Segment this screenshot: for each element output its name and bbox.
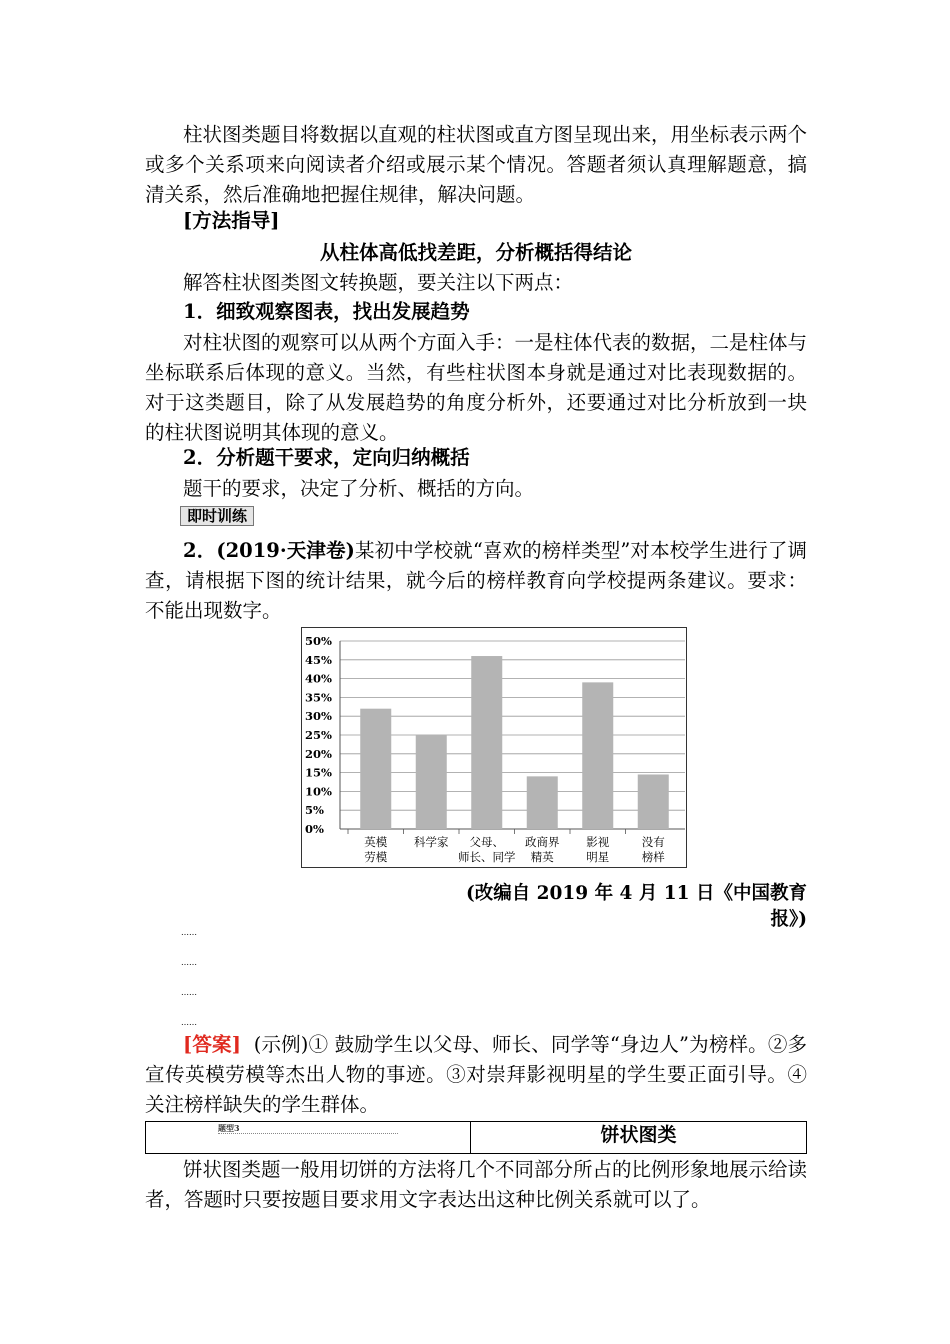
chart-gridlines bbox=[340, 641, 685, 829]
x-tick-label: 父母、 bbox=[469, 835, 504, 849]
chart-source: (改编自 2019 年 4 月 11 日《中国教育报》) bbox=[465, 883, 807, 930]
y-tick-label: 45% bbox=[305, 652, 332, 667]
x-tick-label: 政商界 bbox=[525, 835, 560, 849]
bar-chart bbox=[302, 628, 686, 866]
y-tick-label: 25% bbox=[305, 728, 332, 742]
training-tag-label: 即时训练 bbox=[180, 506, 254, 526]
y-tick-label: 50% bbox=[305, 634, 332, 648]
section-tag-cell bbox=[146, 1122, 471, 1153]
x-tick-label: 劳模 bbox=[364, 850, 388, 864]
chart-x-ticks bbox=[348, 829, 665, 864]
question-number: 2． bbox=[183, 539, 217, 562]
chart-y-ticks bbox=[305, 634, 332, 836]
y-tick-label: 20% bbox=[305, 746, 332, 761]
section-title: 饼状图类 bbox=[600, 1124, 677, 1146]
answer-text: (示例)① 鼓励学生以父母、师长、同学等“身边人”为榜样。②多宣传英模劳模等杰出人物的事迹。③对崇拜影视明星的学生要正面引导。④关注榜样缺失的学生群体。 bbox=[145, 1033, 807, 1116]
blank-line-1: …… bbox=[181, 928, 197, 937]
blank-line-4: …… bbox=[181, 1018, 197, 1027]
blank-line-3: …… bbox=[181, 988, 197, 997]
point2-title: 2．分析题干要求，定向归纳概括 bbox=[183, 446, 470, 469]
method-title: 从柱体高低找差距，分析概括得结论 bbox=[319, 241, 632, 264]
pie-intro-paragraph: 饼状图类题一般用切饼的方法将几个不同部分所占的比例形象地展示给读者，答题时只要按题目要求用文字表达出这种比例关系就可以了。 bbox=[145, 1158, 808, 1211]
answer-label: [答案] bbox=[183, 1033, 241, 1056]
bar bbox=[416, 735, 447, 829]
bar bbox=[638, 774, 669, 829]
x-tick-label: 影视 bbox=[586, 835, 610, 849]
point1-body: 对柱状图的观察可以从两个方面入手：一是柱体代表的数据，二是柱体与坐标联系后体现的意义。当然，有些柱状图本身就是通过对比表现数据的。对于这类题目，除了从发展趋势的角度分析外，还要通过对比分析放到一块的柱状图说明其体现的意义。 bbox=[145, 331, 808, 444]
x-tick-label: 精英 bbox=[530, 850, 554, 864]
bar bbox=[360, 709, 391, 829]
x-tick-label: 师长、同学 bbox=[458, 850, 516, 864]
x-tick-label: 没有 bbox=[641, 835, 665, 849]
section-tag-underline bbox=[218, 1133, 398, 1134]
point2-body: 题干的要求，决定了分析、概括的方向。 bbox=[183, 477, 535, 500]
question-source: (2019·天津卷) bbox=[216, 539, 355, 562]
section-header-table bbox=[145, 1121, 807, 1154]
bar bbox=[471, 656, 502, 829]
y-tick-label: 10% bbox=[305, 784, 332, 799]
method-label: [方法指导] bbox=[183, 209, 280, 232]
question-paragraph bbox=[145, 536, 807, 626]
point1-title: 1．细致观察图表，找出发展趋势 bbox=[183, 300, 470, 323]
question-text: 某初中学校就“喜欢的榜样类型”对本校学生进行了调查，请根据下图的统计结果，就今后的榜样教育向学校提两条建议。要求：不能出现数字。 bbox=[145, 539, 807, 622]
x-tick-label: 榜样 bbox=[641, 850, 665, 864]
bar bbox=[527, 776, 558, 829]
y-tick-label: 5% bbox=[305, 803, 324, 818]
y-tick-label: 40% bbox=[305, 671, 332, 686]
x-tick-label: 科学家 bbox=[414, 835, 449, 849]
y-tick-label: 15% bbox=[305, 765, 332, 780]
bar-chart-frame bbox=[301, 627, 687, 868]
answer-paragraph bbox=[145, 1030, 807, 1120]
y-tick-label: 30% bbox=[305, 709, 332, 724]
training-tag bbox=[180, 506, 254, 526]
x-tick-label: 明星 bbox=[586, 850, 610, 864]
blank-line-2: …… bbox=[181, 958, 197, 967]
intro-paragraph: 柱状图类题目将数据以直观的柱状图或直方图呈现出来，用坐标表示两个或多个关系项来向阅读者介绍或展示某个情况。答题者须认真理解题意，搞清关系，然后准确地把握住规律，解决问题。 bbox=[145, 123, 808, 206]
x-tick-label: 英模 bbox=[364, 835, 388, 849]
y-tick-label: 35% bbox=[305, 690, 332, 705]
method-lead: 解答柱状图类图文转换题，要关注以下两点： bbox=[183, 271, 574, 294]
section-tag: 题型3 bbox=[218, 1123, 240, 1133]
bar bbox=[582, 682, 613, 829]
y-tick-label: 0% bbox=[305, 822, 324, 836]
chart-bars bbox=[360, 656, 669, 829]
